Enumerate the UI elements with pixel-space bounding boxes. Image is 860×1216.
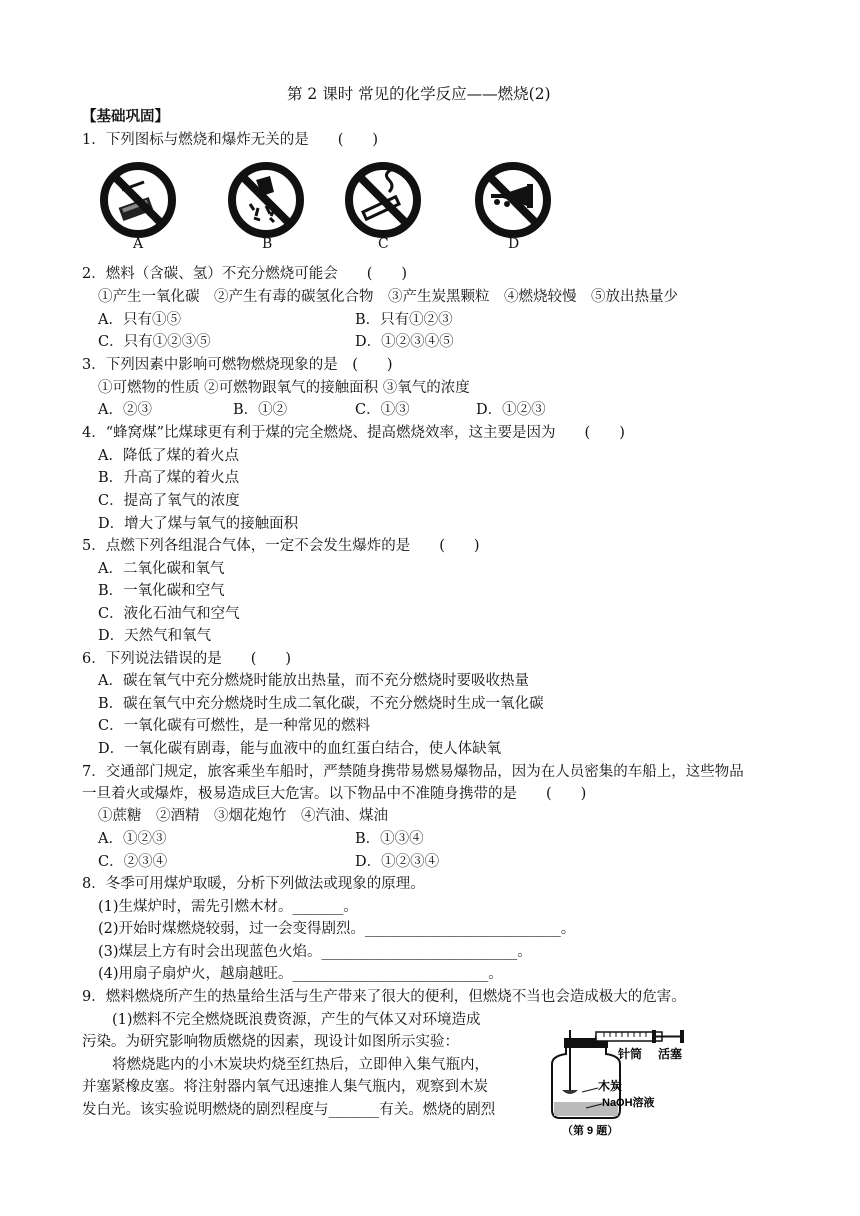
q3-option-c: C．①③ (355, 402, 410, 418)
q8-part-4: (4)用扇子扇炉火，越扇越旺。___________________________。 (98, 966, 503, 982)
q1-label-d: D (508, 236, 520, 252)
q2-items: ①产生一氧化碳 ②产生有毒的碳氢化合物 ③产生炭黑颗粒 ④燃烧较慢 ⑤放出热量少 (98, 289, 678, 305)
q9-line3: 将燃烧匙内的小木炭块灼烧至红热后，立即伸入集气瓶内， (112, 1057, 489, 1073)
q8-part-2: (2)开始时煤燃烧较弱，过一会变得剧烈。___________________________。 (98, 921, 576, 937)
no-smoking-icon (343, 160, 423, 240)
no-matches-icon (98, 160, 178, 240)
no-horn-icon (473, 160, 553, 240)
q7-option-d: D．①②③④ (355, 854, 440, 870)
figure-caption: （第 9 题） (562, 1125, 619, 1137)
q3-option-a: A．②③ (98, 402, 152, 418)
q8-stem: 8．冬季可用煤炉取暖，分析下列做法或现象的原理。 (82, 876, 425, 892)
q5-option-b: B．一氧化碳和空气 (98, 583, 225, 599)
piston-label: 活塞 (658, 1047, 683, 1061)
q6-stem: 6．下列说法错误的是 ( ) (82, 651, 292, 667)
q3-stem: 3．下列因素中影响可燃物燃烧现象的是 ( ) (82, 357, 393, 373)
q6-option-d: D．一氧化碳有剧毒，能与血液中的血红蛋白结合，使人体缺氧 (98, 741, 502, 757)
q7-option-b: B．①③④ (355, 831, 424, 847)
q9-stem: 9．燃料燃烧所产生的热量给生活与生产带来了很大的便利，但燃烧不当也会造成极大的危害。 (82, 989, 686, 1005)
q4-option-a: A．降低了煤的着火点 (98, 448, 239, 464)
q7-option-a: A．①②③ (98, 831, 167, 847)
page-title: 第 2 课时 常见的化学反应——燃烧(2) (287, 85, 551, 103)
q9-line2: 污染。为研究影响物质燃烧的因素，现设计如图所示实验： (82, 1034, 459, 1050)
q3-option-b: B．①② (233, 402, 288, 418)
q7-option-c: C．②③④ (98, 854, 168, 870)
q6-option-a: A．碳在氧气中充分燃烧时能放出热量，而不充分燃烧时要吸收热量 (98, 673, 529, 689)
q2-stem: 2．燃料（含碳、氢）不充分燃烧可能会 ( ) (82, 266, 408, 282)
q9-line1: (1)燃料不完全燃烧既浪费资源，产生的气体又对环境造成 (112, 1012, 481, 1028)
q2-option-c: C．只有①②③⑤ (98, 334, 211, 350)
q6-option-b: B．碳在氧气中充分燃烧时生成二氧化碳，不充分燃烧时生成一氧化碳 (98, 696, 544, 712)
experiment-apparatus-diagram (540, 1030, 700, 1138)
q4-option-d: D．增大了煤与氧气的接触面积 (98, 516, 299, 532)
q2-option-d: D．①②③④⑤ (355, 334, 454, 350)
q4-stem: 4．“蜂窝煤”比煤球更有利于煤的完全燃烧、提高燃烧效率，这主要是因为 ( ) (82, 425, 625, 441)
q1-label-c: C (378, 236, 389, 252)
q4-option-c: C．提高了氧气的浓度 (98, 493, 240, 509)
q1-stem: 1．下列图标与燃烧和爆炸无关的是 ( ) (82, 132, 379, 148)
q5-stem: 5．点燃下列各组混合气体，一定不会发生爆炸的是 ( ) (82, 538, 480, 554)
q2-option-b: B．只有①②③ (355, 312, 453, 328)
q5-option-d: D．天然气和氧气 (98, 628, 212, 644)
q3-items: ①可燃物的性质 ②可燃物跟氧气的接触面积 ③氧气的浓度 (98, 380, 470, 396)
q1-label-a: A (133, 236, 144, 252)
q8-part-3: (3)煤层上方有时会出现蓝色火焰。___________________________。 (98, 944, 532, 960)
section-heading: 【基础巩固】 (82, 108, 169, 125)
no-fireworks-icon (226, 160, 306, 240)
naoh-solution-label: NaOH溶液 (602, 1097, 655, 1109)
q5-option-a: A．二氧化碳和氧气 (98, 561, 225, 577)
q8-part-1: (1)生煤炉时，需先引燃木材。_______。 (98, 899, 358, 915)
q5-option-c: C．液化石油气和空气 (98, 606, 240, 622)
q6-option-c: C．一氧化碳有可燃性，是一种常见的燃料 (98, 718, 371, 734)
q3-option-d: D．①②③ (476, 402, 546, 418)
q9-line5: 发白光。该实验说明燃烧的剧烈程度与_______有关。燃烧的剧烈 (82, 1102, 496, 1118)
q7-items: ①蔗糖 ②酒精 ③烟花炮竹 ④汽油、煤油 (98, 808, 388, 824)
q7-stem-line1: 7．交通部门规定，旅客乘坐车船时，严禁随身携带易燃易爆物品，因为在人员密集的车船上，这些物品 (82, 764, 744, 780)
q1-label-b: B (262, 236, 273, 252)
q9-line4: 并塞紧橡皮塞。将注射器内氧气迅速推人集气瓶内，观察到木炭 (82, 1079, 488, 1095)
q2-option-a: A．只有①⑤ (98, 312, 181, 328)
q7-stem-line2: 一旦着火或爆炸，极易造成巨大危害。以下物品中不准随身携带的是 ( ) (82, 786, 587, 802)
syringe-label: 针筒 (618, 1047, 643, 1061)
q4-option-b: B．升高了煤的着火点 (98, 470, 240, 486)
charcoal-label: 木炭 (598, 1079, 623, 1093)
